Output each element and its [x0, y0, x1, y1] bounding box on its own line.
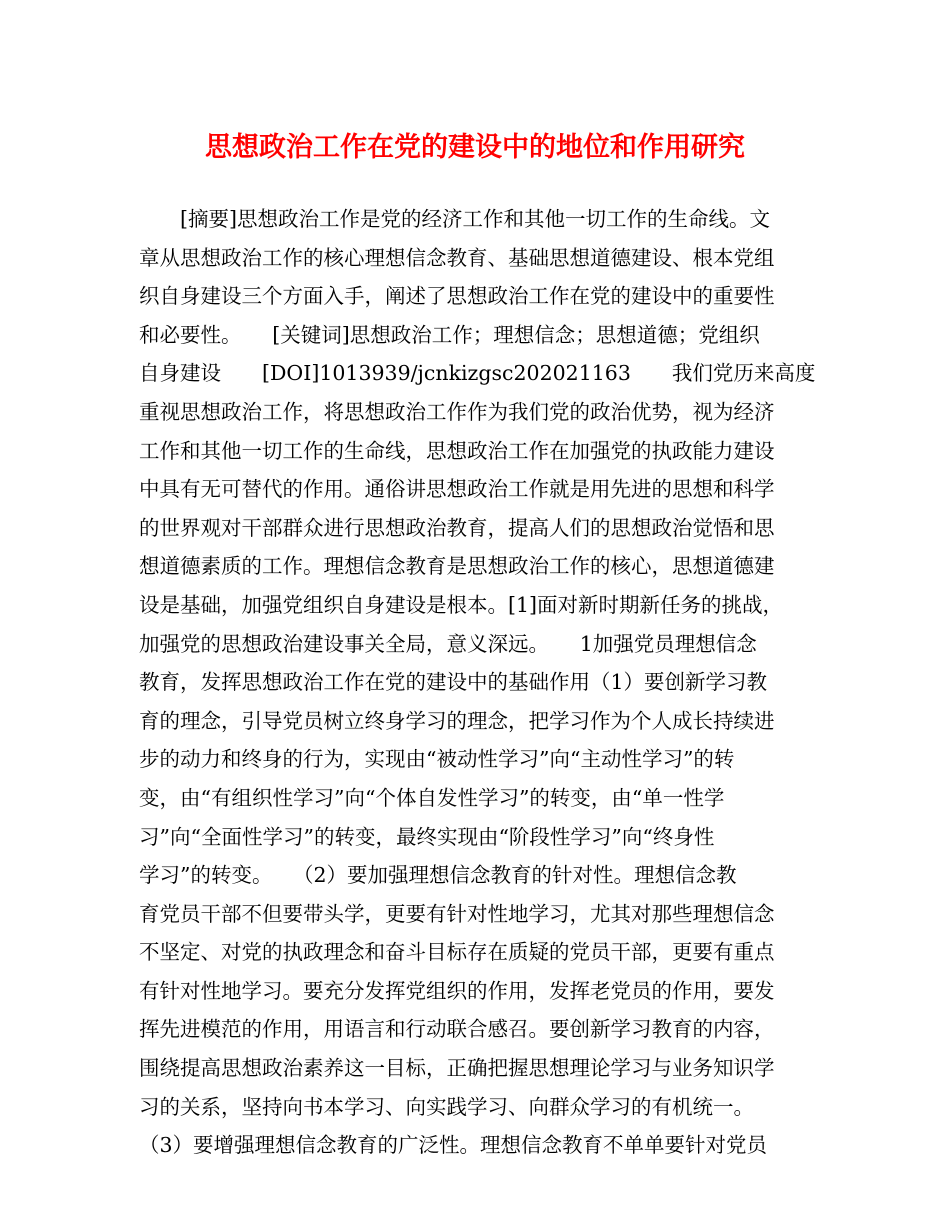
body-line: 步的动力和终身的行为，实现由“被动性学习”向“主动性学习”的转	[139, 747, 735, 772]
body-line: 习的关系，坚持向书本学习、向实践学习、向群众学习的有机统一。	[139, 1094, 754, 1119]
body-line: 挥先进模范的作用，用语言和行动联合感召。要创新学习教育的内容，	[139, 1017, 775, 1042]
body-line: （3）要增强理想信念教育的广泛性。理想信念教育不单单要针对党员	[139, 1133, 768, 1158]
body-line: 变，由“有组织性学习”向“个体自发性学习”的转变，由“单一性学	[139, 785, 725, 810]
body-line: 自身建设 [DOI]1013939/jcnkizgsc202021163 我们党历来高度	[139, 361, 816, 386]
document-title: 思想政治工作在党的建设中的地位和作用研究	[205, 132, 745, 163]
body-line: 不坚定、对党的执政理念和奋斗目标存在质疑的党员干部，更要有重点	[139, 940, 775, 965]
body-line: 学习”的转变。 （2）要加强理想信念教育的针对性。理想信念教	[139, 863, 737, 888]
body-line: 习”向“全面性学习”的转变，最终实现由“阶段性学习”向“终身性	[139, 824, 715, 849]
body-line: 织自身建设三个方面入手，阐述了思想政治工作在党的建设中的重要性	[139, 284, 775, 309]
body-line: 中具有无可替代的作用。通俗讲思想政治工作就是用先进的思想和科学	[139, 477, 775, 502]
body-line: 育党员干部不但要带头学，更要有针对性地学习，尤其对那些理想信念	[139, 901, 775, 926]
body-line: 围绕提高思想政治素养这一目标，正确把握思想理论学习与业务知识学	[139, 1056, 775, 1081]
body-line: 设是基础，加强党组织自身建设是根本。[1]面对新时期新任务的挑战，	[139, 592, 784, 617]
document-body	[139, 200, 814, 1165]
body-line: 加强党的思想政治建设事关全局，意义深远。 1加强党员理想信念	[139, 631, 757, 656]
body-line: 重视思想政治工作，将思想政治工作作为我们党的政治优势，视为经济	[139, 399, 775, 424]
body-line: 和必要性。 [关键词]思想政治工作；理想信念；思想道德；党组织	[139, 322, 760, 347]
body-line: 想道德素质的工作。理想信念教育是思想政治工作的核心，思想道德建	[139, 554, 775, 579]
body-line: 育的理念，引导党员树立终身学习的理念，把学习作为个人成长持续进	[139, 708, 775, 733]
body-line: 有针对性地学习。要充分发挥党组织的作用，发挥老党员的作用，要发	[139, 978, 775, 1003]
body-line: 工作和其他一切工作的生命线，思想政治工作在加强党的执政能力建设	[139, 438, 775, 463]
body-line: 章从思想政治工作的核心理想信念教育、基础思想道德建设、根本党组	[139, 245, 775, 270]
body-line: 教育，发挥思想政治工作在党的建设中的基础作用（1）要创新学习教	[139, 670, 768, 695]
body-line: 的世界观对干部群众进行思想政治教育，提高人们的思想政治觉悟和思	[139, 515, 775, 540]
body-line: [摘要]思想政治工作是党的经济工作和其他一切工作的生命线。文	[139, 207, 770, 231]
